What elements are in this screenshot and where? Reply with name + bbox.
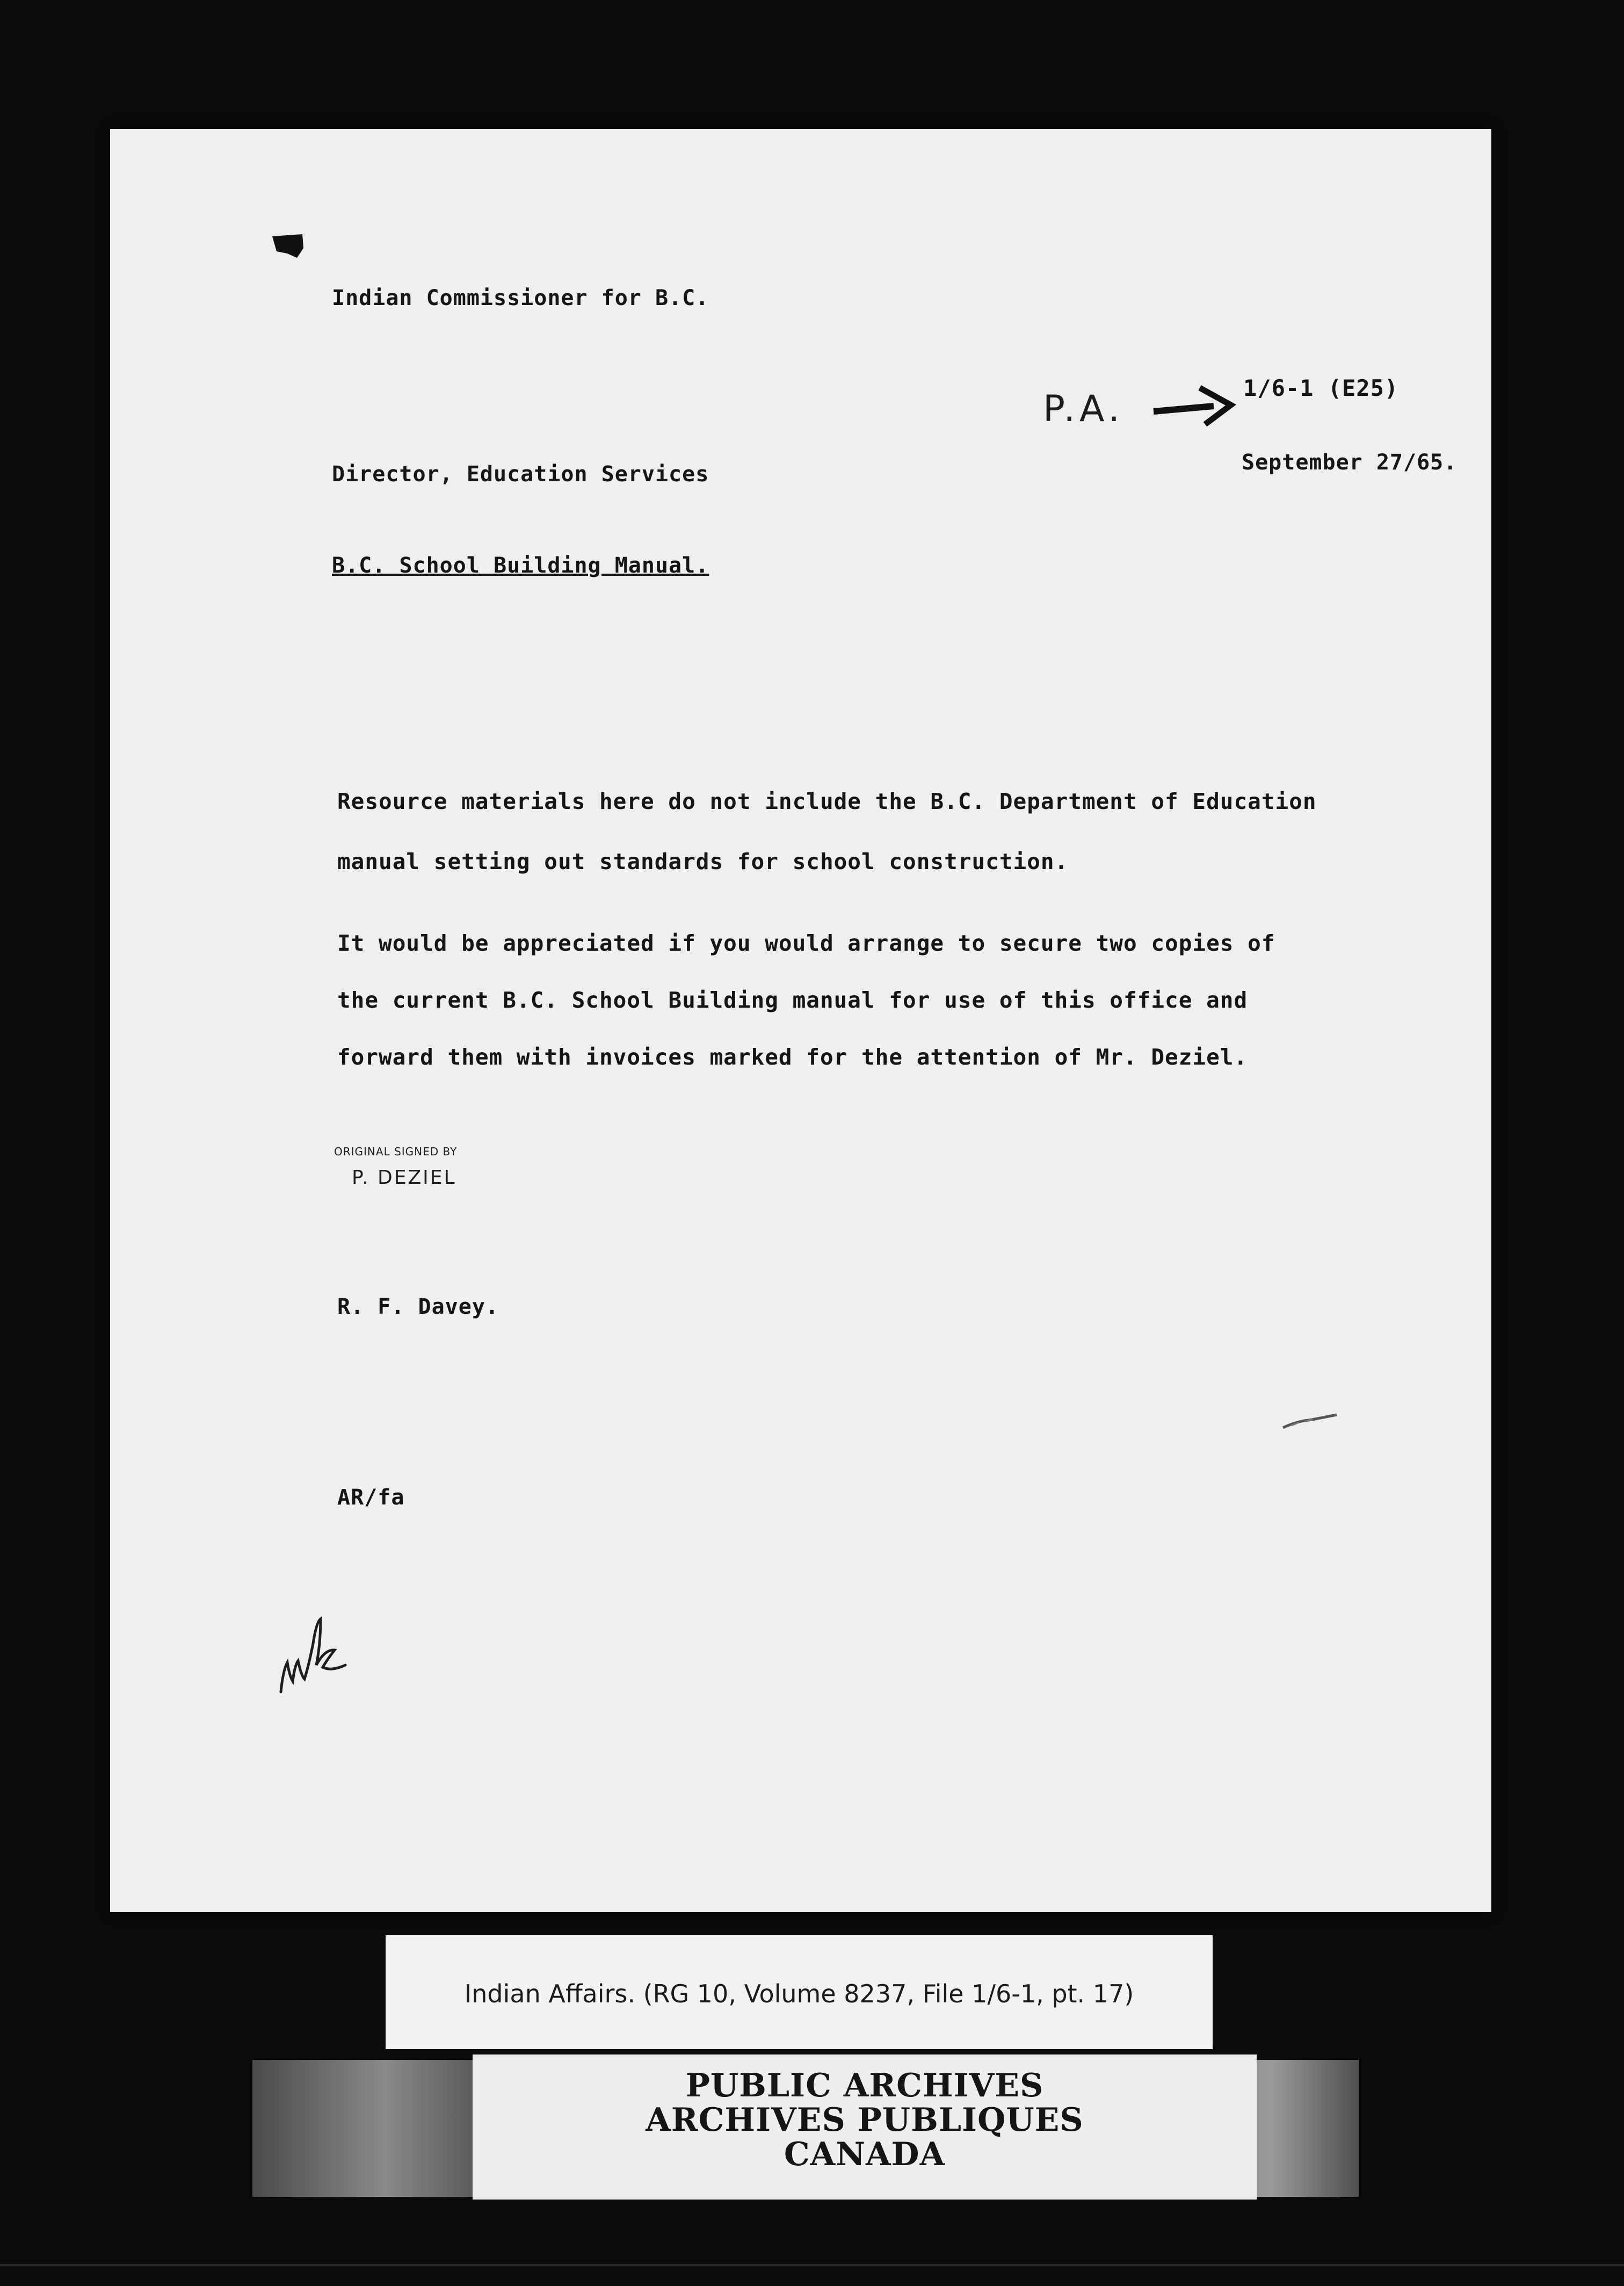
archive-stamp-line-3: CANADA [784, 2136, 946, 2173]
file-prefix-handwritten: P.A. [1043, 388, 1124, 430]
arrow-icon [1150, 380, 1236, 429]
body-line-3: It would be appreciated if you would arrange to secure two copies of [337, 930, 1275, 956]
body-line-4: the current B.C. School Building manual for use of this office and [337, 987, 1248, 1013]
subject-line: B.C. School Building Manual. [332, 553, 709, 578]
pencil-tick-mark [1281, 1412, 1340, 1433]
signed-name-stamp: P. DEZIEL [352, 1167, 456, 1189]
original-signed-stamp: ORIGINAL SIGNED BY [334, 1145, 458, 1158]
archive-stamp-line-2: ARCHIVES PUBLIQUES [646, 2101, 1084, 2139]
archive-citation-text: Indian Affairs. (RG 10, Volume 8237, File 1/6-1, pt. 17) [464, 1979, 1134, 2008]
file-reference: 1/6-1 (E25) [1243, 375, 1399, 401]
archive-citation-label [386, 1935, 1213, 2049]
paper-tear-mark [271, 232, 320, 270]
handwritten-initials [271, 1611, 357, 1703]
body-line-5: forward them with invoices marked for the attention of Mr. Deziel. [337, 1044, 1248, 1070]
body-line-2: manual setting out standards for school construction. [337, 849, 1069, 874]
archive-stamp-line-1: PUBLIC ARCHIVES [685, 2067, 1044, 2104]
film-edge-rule [0, 2264, 1624, 2266]
sender-line: Director, Education Services [332, 462, 709, 487]
signatory-name: R. F. Davey. [337, 1294, 499, 1319]
letter-date: September 27/65. [1242, 450, 1458, 475]
recipient-line: Indian Commissioner for B.C. [332, 286, 709, 310]
body-line-1: Resource materials here do not include the B.C. Department of Education [337, 788, 1317, 814]
typist-initials: AR/fa [337, 1485, 405, 1510]
